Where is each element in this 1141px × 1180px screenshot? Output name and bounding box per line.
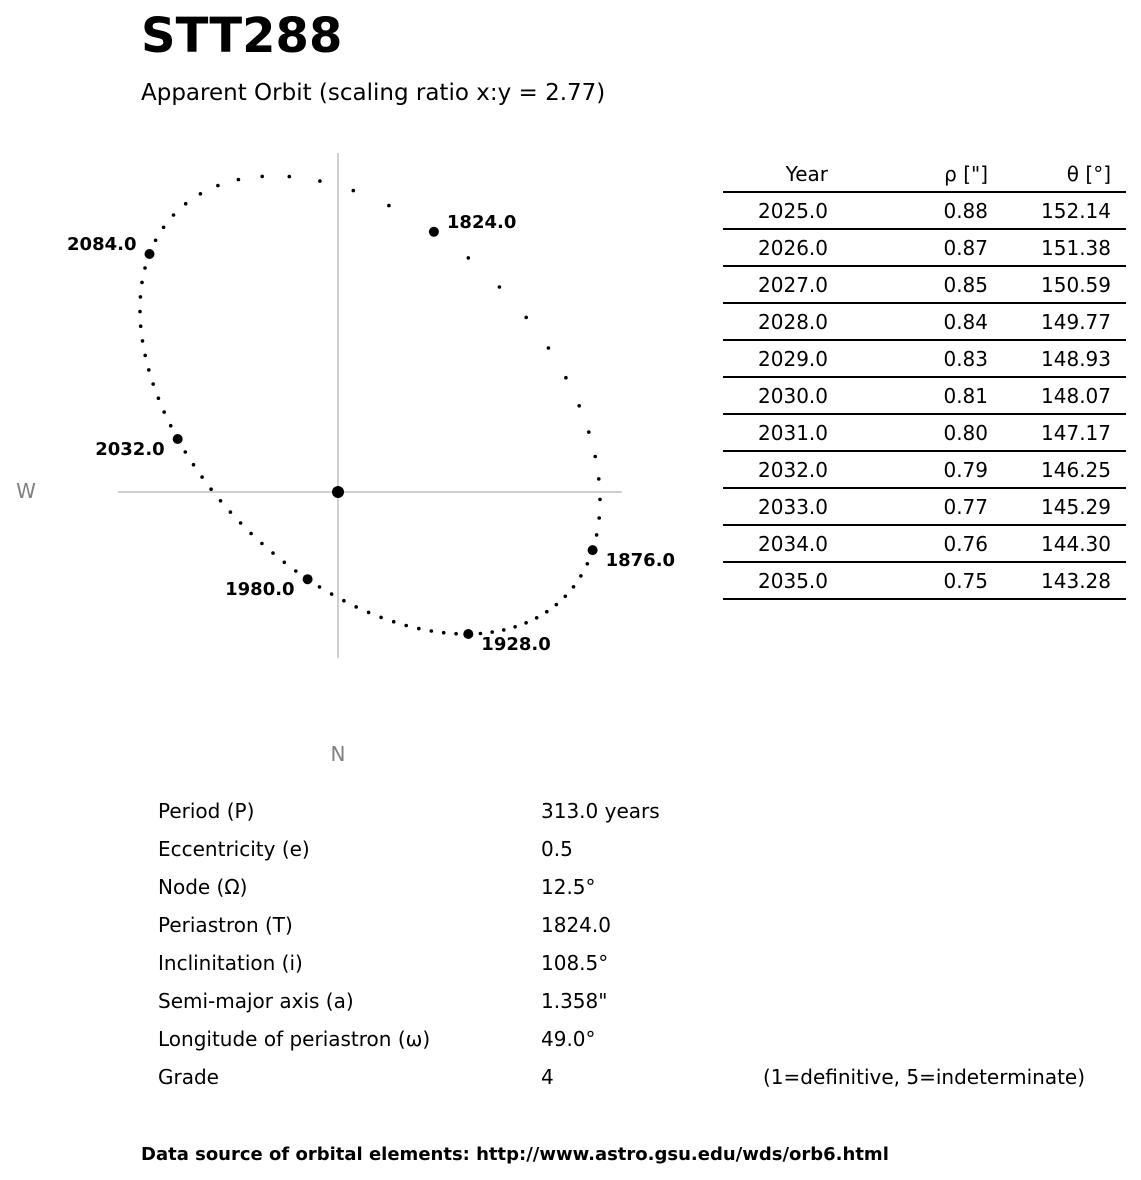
year-cell: 2032.0 bbox=[723, 451, 843, 488]
year-header: Year bbox=[723, 156, 843, 192]
element-value: 12.5° bbox=[541, 875, 596, 899]
orbit-dot bbox=[162, 410, 166, 414]
table-row bbox=[723, 525, 1126, 562]
element-value: 0.5 bbox=[541, 837, 573, 861]
element-row-period bbox=[158, 793, 1118, 831]
orbit-dot bbox=[547, 346, 551, 350]
rho-header: ρ ["] bbox=[843, 156, 1003, 192]
orbital-elements bbox=[158, 793, 1118, 1097]
rho-cell: 0.79 bbox=[843, 451, 1003, 488]
year-cell: 2035.0 bbox=[723, 562, 843, 599]
orbit-dot bbox=[192, 463, 196, 467]
orbit-dot bbox=[237, 178, 241, 182]
theta-cell: 151.38 bbox=[1003, 229, 1126, 266]
orbit-dot bbox=[139, 295, 143, 299]
table-row bbox=[723, 414, 1126, 451]
data-source-footer: Data source of orbital elements: http://www.astro.gsu.edu/wds/orb6.html bbox=[141, 1144, 889, 1165]
orbit-dot bbox=[564, 376, 568, 380]
orbit-dot bbox=[141, 339, 145, 343]
orbit-dot bbox=[595, 533, 599, 537]
orbit-dot bbox=[392, 620, 396, 624]
orbit-dot bbox=[555, 603, 559, 607]
orbit-dot bbox=[354, 605, 358, 609]
theta-cell: 152.14 bbox=[1003, 192, 1126, 229]
orbit-dot bbox=[154, 239, 158, 243]
epoch-marker bbox=[145, 249, 155, 259]
rho-cell: 0.81 bbox=[843, 377, 1003, 414]
element-value: 1824.0 bbox=[541, 913, 611, 937]
rho-cell: 0.88 bbox=[843, 192, 1003, 229]
table-row bbox=[723, 266, 1126, 303]
orbit-dot bbox=[260, 175, 264, 179]
table-row bbox=[723, 488, 1126, 525]
rho-cell: 0.83 bbox=[843, 340, 1003, 377]
page-title: STT288 bbox=[141, 8, 343, 64]
orbit-dot bbox=[430, 629, 434, 633]
west-label: W bbox=[16, 479, 36, 503]
theta-cell: 149.77 bbox=[1003, 303, 1126, 340]
orbit-dot bbox=[239, 521, 243, 525]
orbit-dot bbox=[579, 574, 583, 578]
orbit-dot bbox=[229, 510, 233, 514]
orbit-dot bbox=[209, 487, 213, 491]
element-row-grade bbox=[158, 1059, 1118, 1097]
year-cell: 2034.0 bbox=[723, 525, 843, 562]
table-row bbox=[723, 229, 1126, 266]
orbit-dot bbox=[260, 542, 264, 546]
orbit-dot bbox=[151, 382, 155, 386]
epoch-marker bbox=[303, 574, 313, 584]
element-label: Eccentricity (e) bbox=[158, 837, 310, 861]
rho-cell: 0.76 bbox=[843, 525, 1003, 562]
year-cell: 2033.0 bbox=[723, 488, 843, 525]
orbit-dot bbox=[593, 455, 597, 459]
theta-cell: 147.17 bbox=[1003, 414, 1126, 451]
orbit-dot bbox=[498, 285, 502, 289]
orbit-dot bbox=[219, 499, 223, 503]
orbit-dot bbox=[524, 316, 528, 320]
element-row-eccentricity bbox=[158, 831, 1118, 869]
chart-subtitle: Apparent Orbit (scaling ratio x:y = 2.77) bbox=[141, 80, 606, 106]
ephemeris-table bbox=[723, 156, 1126, 600]
orbit-dot bbox=[535, 616, 539, 620]
rho-cell: 0.84 bbox=[843, 303, 1003, 340]
orbit-dot bbox=[184, 202, 188, 206]
epoch-label: 1824.0 bbox=[446, 211, 517, 233]
element-label: Period (P) bbox=[158, 799, 255, 823]
element-row-periastron bbox=[158, 907, 1118, 945]
table-row bbox=[723, 562, 1126, 599]
year-cell: 2026.0 bbox=[723, 229, 843, 266]
orbit-path bbox=[138, 175, 602, 636]
theta-cell: 143.28 bbox=[1003, 562, 1126, 599]
orbit-chart bbox=[0, 140, 700, 780]
orbit-dot bbox=[139, 324, 143, 328]
epoch-markers bbox=[67, 212, 675, 655]
element-row-semi-major-axis bbox=[158, 983, 1118, 1021]
year-cell: 2027.0 bbox=[723, 266, 843, 303]
orbit-dot bbox=[271, 551, 275, 555]
table-row bbox=[723, 451, 1126, 488]
orbit-dot bbox=[172, 213, 176, 217]
element-value: 4 bbox=[541, 1065, 554, 1089]
element-value: 1.358" bbox=[541, 989, 608, 1013]
element-label: Inclinitation (i) bbox=[158, 951, 303, 975]
theta-cell: 148.07 bbox=[1003, 377, 1126, 414]
rho-cell: 0.77 bbox=[843, 488, 1003, 525]
epoch-label: 1980.0 bbox=[225, 579, 295, 601]
orbit-dot bbox=[318, 585, 322, 589]
orbit-dot bbox=[318, 179, 322, 183]
table-row bbox=[723, 377, 1126, 414]
orbit-dot bbox=[216, 184, 220, 188]
year-cell: 2028.0 bbox=[723, 303, 843, 340]
theta-cell: 148.93 bbox=[1003, 340, 1126, 377]
theta-cell: 146.25 bbox=[1003, 451, 1126, 488]
grade-note: (1=definitive, 5=indeterminate) bbox=[763, 1065, 1086, 1089]
element-value: 108.5° bbox=[541, 951, 609, 975]
epoch-label: 1876.0 bbox=[605, 550, 676, 572]
orbit-dot bbox=[572, 585, 576, 589]
north-label: N bbox=[330, 742, 346, 766]
ephemeris-header-row bbox=[723, 156, 1126, 192]
orbit-dot bbox=[442, 631, 446, 635]
orbit-dot bbox=[379, 616, 383, 620]
orbit-dot bbox=[140, 281, 144, 285]
rho-cell: 0.87 bbox=[843, 229, 1003, 266]
table-row bbox=[723, 340, 1126, 377]
element-label: Semi-major axis (a) bbox=[158, 989, 354, 1013]
orbit-dot bbox=[200, 475, 204, 479]
theta-cell: 144.30 bbox=[1003, 525, 1126, 562]
orbit-dot bbox=[417, 627, 421, 631]
orbit-dot bbox=[404, 624, 408, 628]
orbit-dot bbox=[577, 404, 581, 408]
orbit-dot bbox=[138, 310, 142, 314]
element-row-inclination bbox=[158, 945, 1118, 983]
rho-cell: 0.80 bbox=[843, 414, 1003, 451]
orbit-dot bbox=[143, 354, 147, 358]
table-row bbox=[723, 192, 1126, 229]
rho-cell: 0.85 bbox=[843, 266, 1003, 303]
orbit-dot bbox=[454, 632, 458, 636]
epoch-marker bbox=[173, 434, 183, 444]
orbit-dot bbox=[387, 204, 391, 208]
element-label: Grade bbox=[158, 1065, 219, 1089]
orbit-dot bbox=[162, 226, 166, 230]
rho-cell: 0.75 bbox=[843, 562, 1003, 599]
orbit-dot bbox=[352, 189, 356, 193]
element-value: 313.0 years bbox=[541, 799, 660, 823]
orbit-dot bbox=[342, 599, 346, 603]
year-cell: 2030.0 bbox=[723, 377, 843, 414]
orbit-dot bbox=[283, 561, 287, 565]
theta-cell: 145.29 bbox=[1003, 488, 1126, 525]
orbit-dot bbox=[597, 477, 601, 481]
theta-header: θ [°] bbox=[1003, 156, 1126, 192]
orbit-dot bbox=[199, 192, 203, 196]
table-row bbox=[723, 303, 1126, 340]
orbit-dot bbox=[564, 595, 568, 599]
orbit-dot bbox=[143, 266, 147, 270]
orbit-dot bbox=[597, 516, 601, 520]
orbit-dot bbox=[288, 175, 292, 179]
orbit-dot bbox=[330, 592, 334, 596]
orbit-dot bbox=[513, 625, 517, 629]
orbit-dot bbox=[294, 569, 298, 573]
epoch-label: 1928.0 bbox=[481, 634, 551, 655]
orbit-dot bbox=[545, 610, 549, 614]
orbit-dot bbox=[184, 450, 188, 454]
orbit-dot bbox=[367, 611, 371, 615]
element-label: Node (Ω) bbox=[158, 875, 248, 899]
orbit-dot bbox=[502, 628, 506, 632]
element-row-omega bbox=[158, 1021, 1118, 1059]
orbit-dot bbox=[157, 396, 161, 400]
year-cell: 2029.0 bbox=[723, 340, 843, 377]
orbit-dot bbox=[524, 621, 528, 625]
orbit-dot bbox=[598, 498, 602, 502]
year-cell: 2025.0 bbox=[723, 192, 843, 229]
orbit-dot bbox=[169, 424, 173, 428]
epoch-label: 2032.0 bbox=[95, 439, 165, 460]
year-cell: 2031.0 bbox=[723, 414, 843, 451]
epoch-marker bbox=[588, 545, 598, 555]
element-label: Periastron (T) bbox=[158, 913, 293, 937]
theta-cell: 150.59 bbox=[1003, 266, 1126, 303]
epoch-marker bbox=[429, 227, 439, 237]
element-value: 49.0° bbox=[541, 1027, 596, 1051]
element-row-node bbox=[158, 869, 1118, 907]
orbit-dot bbox=[586, 562, 590, 566]
element-label: Longitude of periastron (ω) bbox=[158, 1027, 431, 1051]
orbit-dot bbox=[249, 532, 253, 536]
orbit-dot bbox=[587, 430, 591, 434]
epoch-marker bbox=[463, 629, 473, 639]
orbit-dot bbox=[147, 368, 151, 372]
orbit-dot bbox=[467, 256, 471, 260]
primary-star bbox=[332, 486, 344, 498]
epoch-label: 2084.0 bbox=[67, 234, 137, 255]
